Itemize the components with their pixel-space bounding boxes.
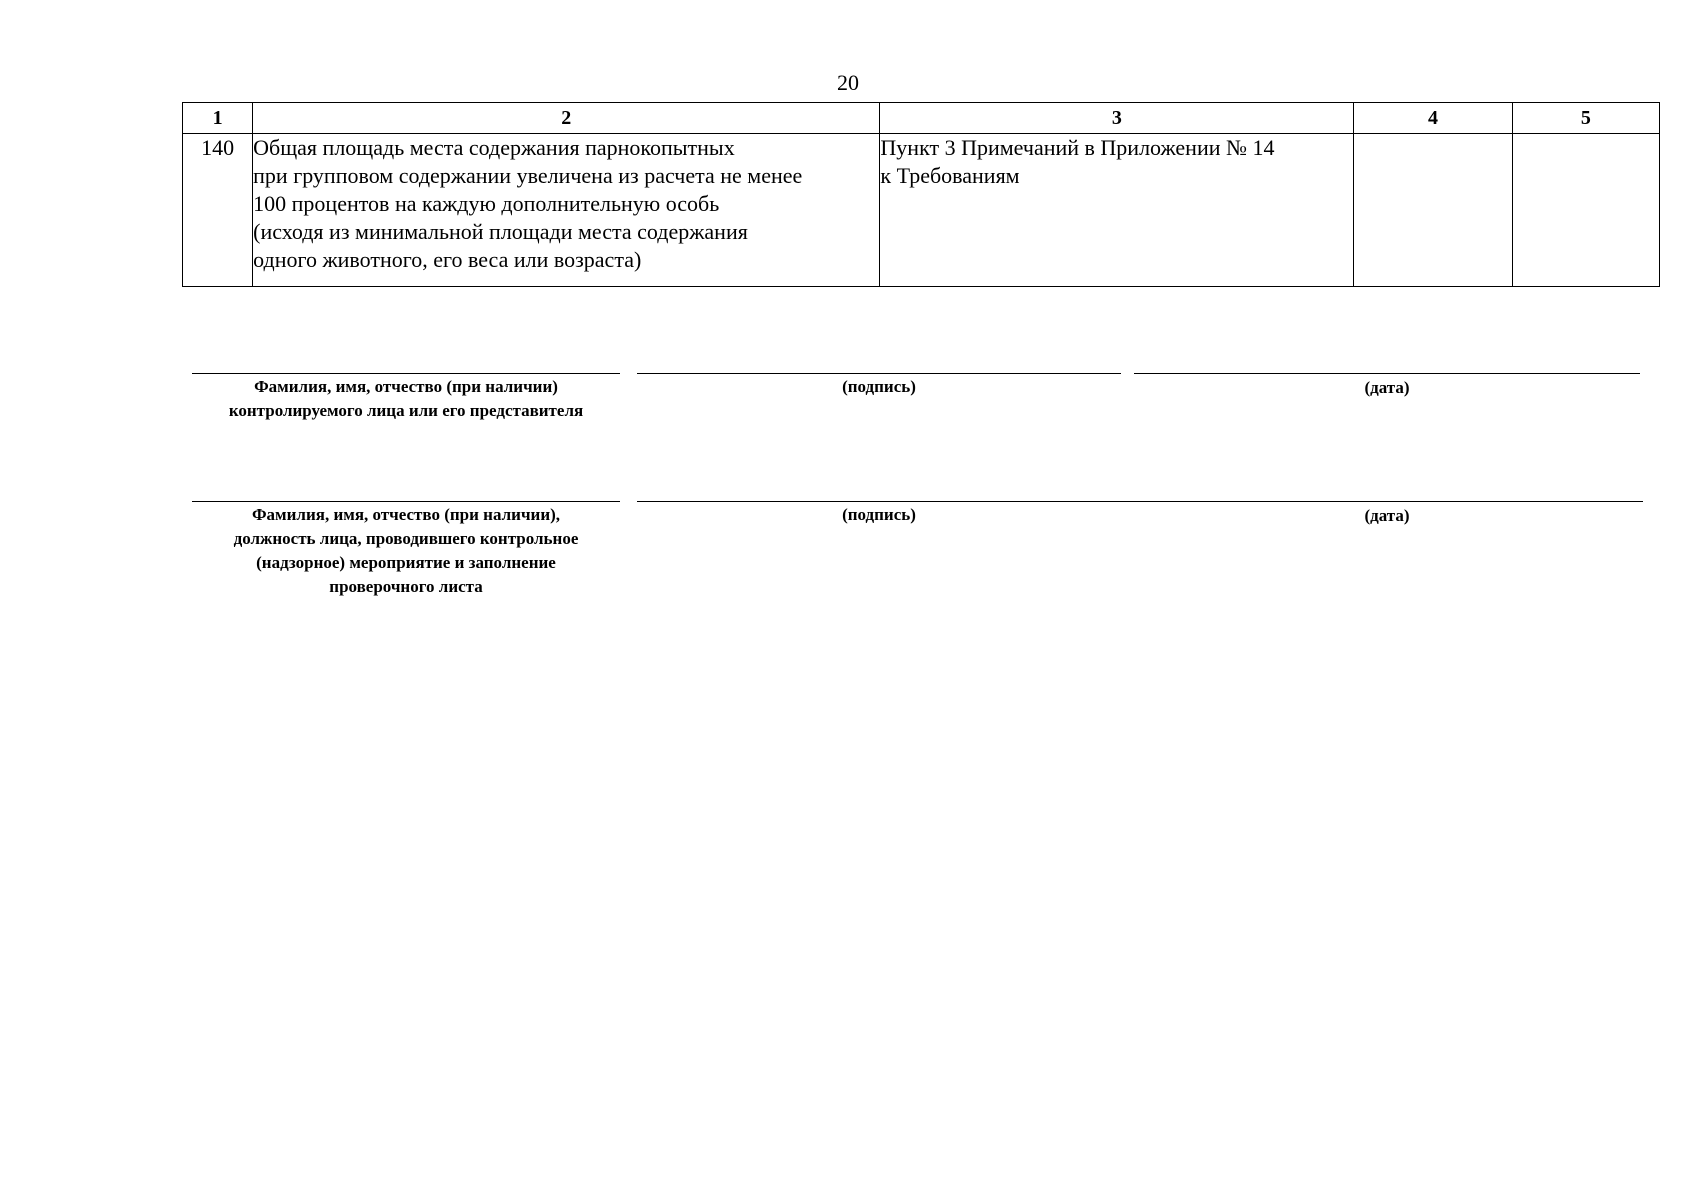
reference-line: к Требованиям <box>880 163 1020 188</box>
column-5-cell[interactable] <box>1512 134 1659 287</box>
inspector-date-caption: (дата) <box>1364 506 1410 525</box>
requirement-cell <box>253 134 880 287</box>
reference-line: Пункт 3 Примечаний в Приложении № 14 <box>880 135 1275 160</box>
inspector-name-caption <box>192 503 620 599</box>
caption-line: должность лица, проводившего контрольное <box>233 529 579 548</box>
requirement-line: при групповом содержании увеличена из расчета не менее <box>253 163 803 188</box>
column-header-3: 3 <box>880 103 1354 134</box>
caption-line: контролируемого лица или его представителя <box>228 401 584 420</box>
controlled-person-date-line[interactable] <box>1134 373 1640 374</box>
column-header-1: 1 <box>183 103 253 134</box>
requirement-line: (исходя из минимальной площади места содержания <box>253 219 748 244</box>
column-header-5: 5 <box>1512 103 1659 134</box>
column-header-4: 4 <box>1354 103 1512 134</box>
caption-line: (надзорное) мероприятие и заполнение <box>256 553 556 572</box>
controlled-person-name-caption <box>192 375 620 423</box>
caption-line: проверочного листа <box>329 577 483 596</box>
checklist-table <box>182 102 1660 287</box>
controlled-person-name-line[interactable] <box>192 373 620 374</box>
requirement-line: 100 процентов на каждую дополнительную особь <box>253 191 720 216</box>
column-header-2: 2 <box>253 103 880 134</box>
controlled-person-signature-caption: (подпись) <box>842 377 916 396</box>
inspector-signature-caption: (подпись) <box>842 505 916 524</box>
inspector-signature-line[interactable] <box>637 501 1643 502</box>
caption-line: Фамилия, имя, отчество (при наличии), <box>251 505 561 524</box>
reference-cell <box>880 134 1354 287</box>
controlled-person-date-caption: (дата) <box>1364 378 1410 397</box>
caption-line: Фамилия, имя, отчество (при наличии) <box>254 377 558 396</box>
table-header-row <box>183 103 1660 134</box>
column-4-cell[interactable] <box>1354 134 1512 287</box>
controlled-person-signature-line[interactable] <box>637 373 1121 374</box>
row-number-cell: 140 <box>183 134 253 287</box>
table-row <box>183 134 1660 287</box>
page-number: 20 <box>837 70 859 95</box>
inspector-name-line[interactable] <box>192 501 620 502</box>
requirement-line: Общая площадь места содержания парнокопытных <box>253 135 735 160</box>
requirement-line: одного животного, его веса или возраста) <box>253 247 642 272</box>
